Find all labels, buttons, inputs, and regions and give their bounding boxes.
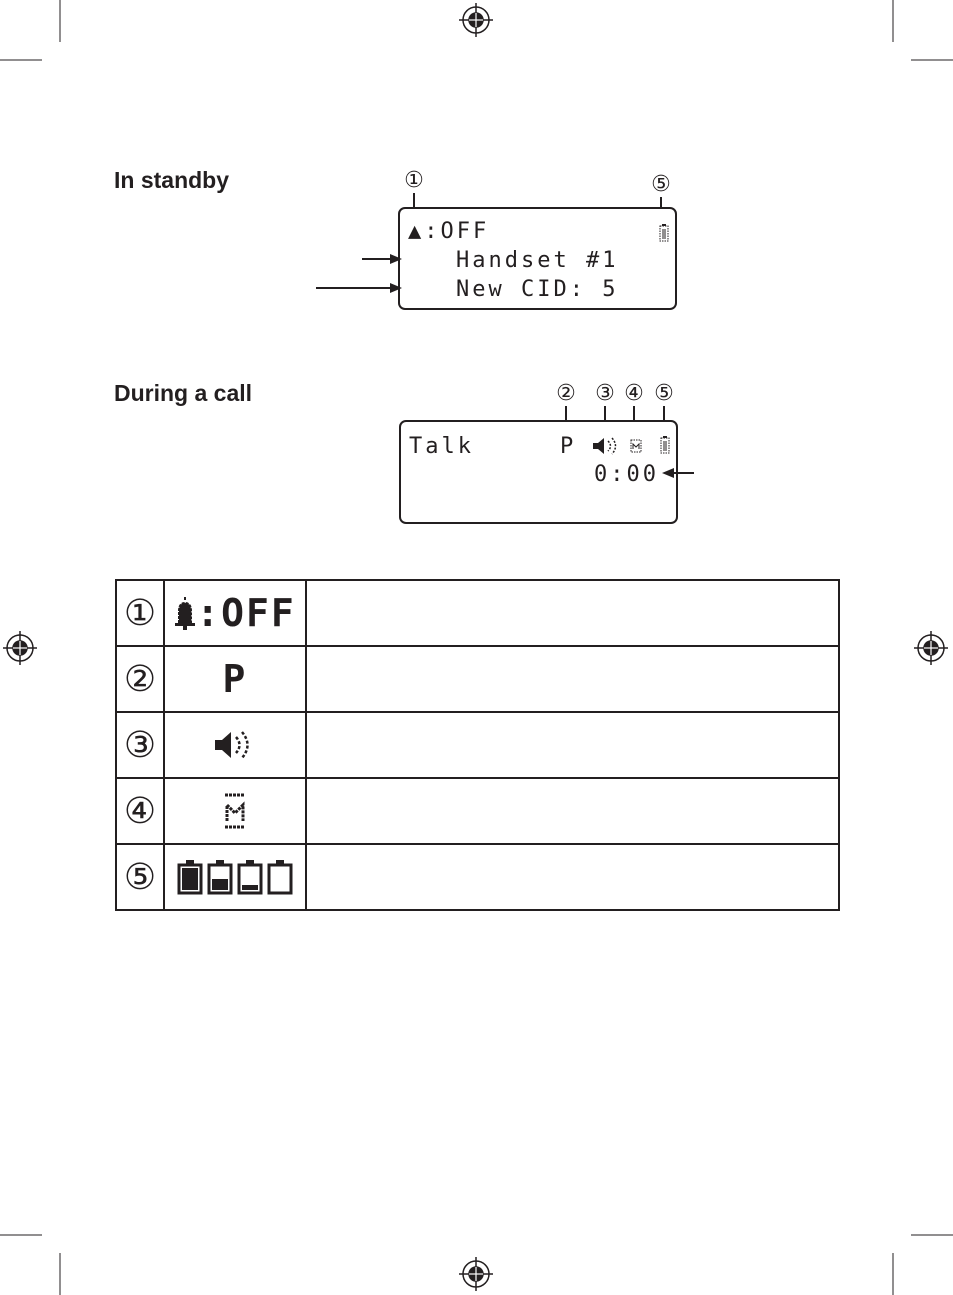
ringer-off-text: :OFF: [196, 591, 296, 635]
table-row: [116, 844, 839, 910]
legend-description: [306, 778, 839, 844]
privacy-indicator-text: P: [560, 434, 577, 459]
legend-symbol: [164, 580, 306, 646]
call-heading: During a call: [114, 380, 253, 406]
table-row: [116, 712, 839, 778]
privacy-p-icon: P: [222, 657, 248, 701]
call-timer-text: 0:00: [594, 462, 659, 487]
call-callout-4: ④: [624, 381, 644, 406]
legend-number: ②: [116, 646, 164, 712]
legend-number: ④: [116, 778, 164, 844]
standby-callout-5: ⑤: [651, 172, 671, 197]
bell-icon: [174, 595, 196, 631]
battery-levels-icon: [176, 859, 294, 895]
standby-callout-1: ①: [404, 168, 424, 193]
message-icon: [223, 793, 247, 829]
message-icon: [630, 439, 642, 453]
legend-number: ③: [116, 712, 164, 778]
legend-symbol: [164, 712, 306, 778]
call-callout-2: ②: [556, 381, 576, 406]
speaker-icon: [213, 728, 257, 762]
legend-symbol: [164, 778, 306, 844]
call-callout-3: ③: [595, 381, 615, 406]
speaker-icon: [592, 436, 626, 456]
battery-icon: [660, 436, 670, 454]
standby-arrows: [310, 245, 405, 300]
call-leader-4: [633, 406, 635, 421]
new-cid-text: New CID: 5: [456, 277, 619, 302]
talk-status-text: Talk: [409, 434, 474, 459]
ringer-status-text: ▲:OFF: [408, 219, 490, 244]
call-leader-2: [565, 406, 567, 421]
standby-lcd-display: [398, 207, 677, 310]
legend-description: [306, 844, 839, 910]
legend-description: [306, 646, 839, 712]
timer-arrow: [660, 466, 700, 480]
legend-symbol: [164, 646, 306, 712]
call-leader-3: [604, 406, 606, 421]
handset-name-text: Handset #1: [456, 248, 619, 273]
call-callout-5: ⑤: [654, 381, 674, 406]
standby-heading: In standby: [114, 167, 230, 193]
icon-legend-table: [115, 579, 840, 911]
table-row: [116, 646, 839, 712]
legend-description: [306, 580, 839, 646]
legend-number: ⑤: [116, 844, 164, 910]
table-row: [116, 580, 839, 646]
battery-icon: [659, 224, 669, 242]
legend-number: ①: [116, 580, 164, 646]
legend-description: [306, 712, 839, 778]
call-leader-5: [663, 406, 665, 421]
table-row: [116, 778, 839, 844]
call-lcd-display: [399, 420, 678, 524]
legend-symbol: [164, 844, 306, 910]
